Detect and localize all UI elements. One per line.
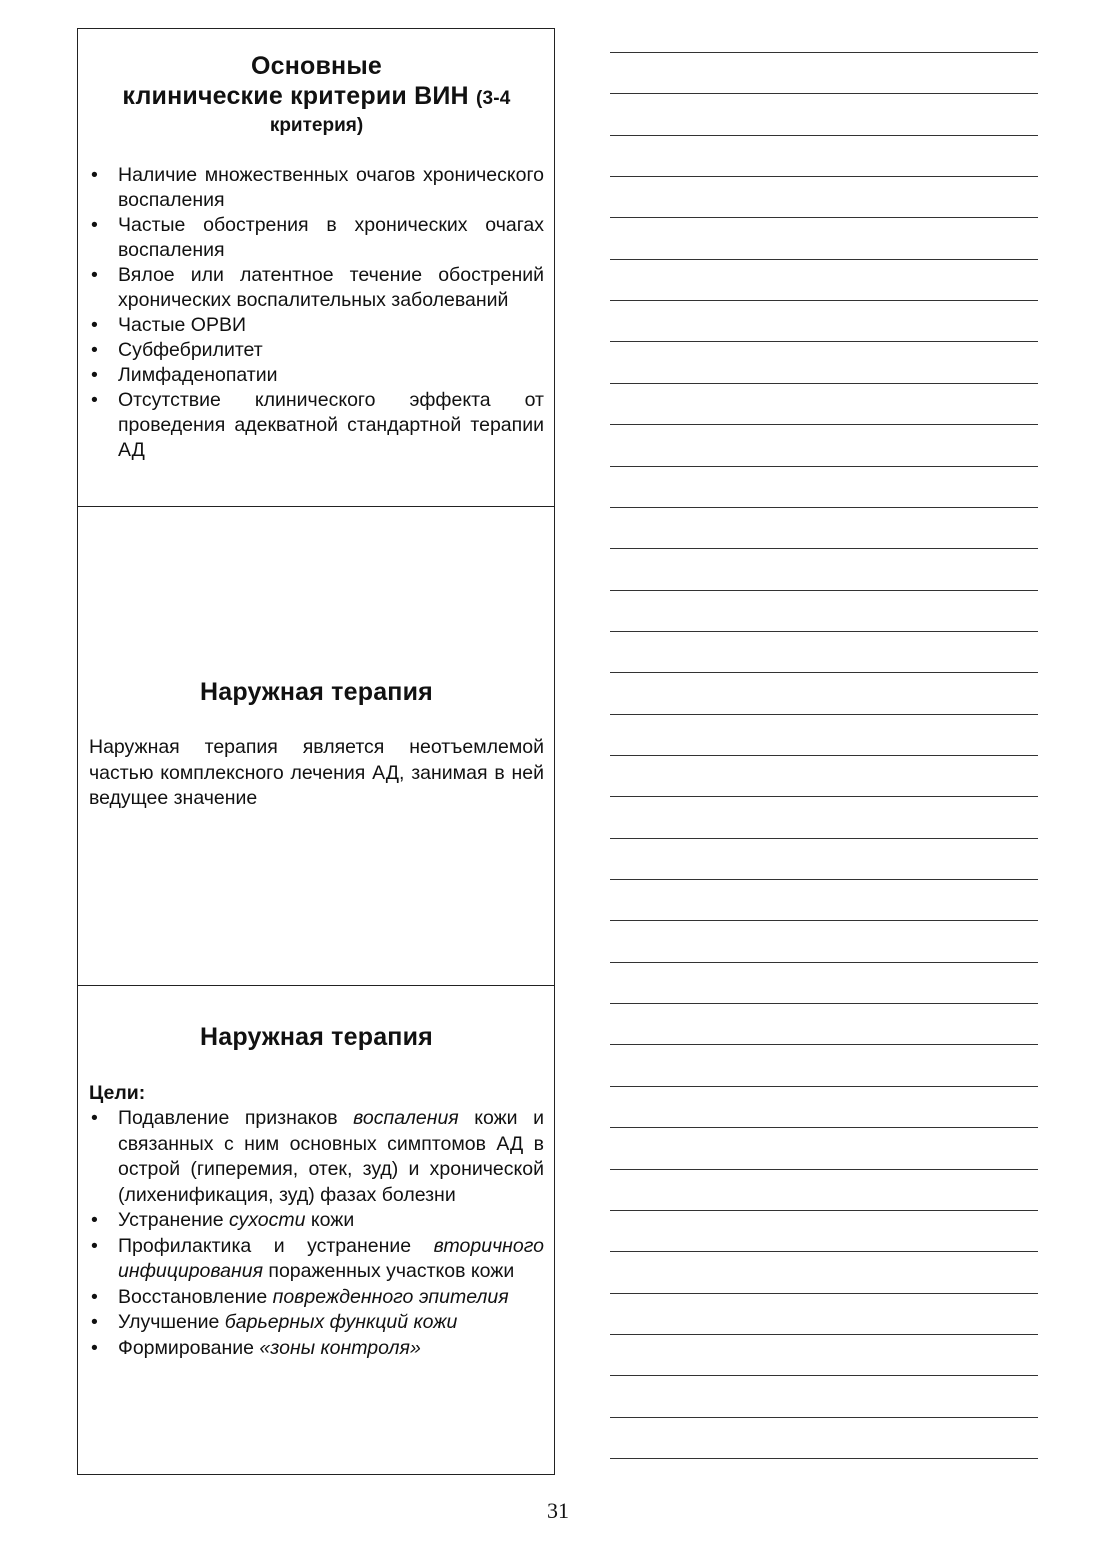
list-item bbox=[89, 1234, 544, 1285]
list-item: • Наличие множественных очагов хронического воспаления bbox=[89, 163, 544, 213]
list-item: • Частые обострения в хронических очагах воспаления bbox=[89, 213, 544, 263]
note-line bbox=[610, 548, 1038, 549]
note-line bbox=[610, 135, 1038, 136]
note-line bbox=[610, 466, 1038, 467]
cards-column bbox=[77, 28, 555, 1475]
note-line bbox=[610, 341, 1038, 342]
goal-emphasis: «зоны контроля» bbox=[259, 1336, 421, 1359]
goal-text: кожи bbox=[305, 1209, 355, 1231]
criteria-title bbox=[89, 51, 544, 114]
note-line bbox=[610, 590, 1038, 591]
criteria-list bbox=[89, 163, 544, 463]
note-line bbox=[610, 300, 1038, 301]
goal-emphasis: сухости bbox=[229, 1209, 306, 1231]
note-line bbox=[610, 920, 1038, 921]
goal-text: Профилактика и устранение bbox=[118, 1234, 434, 1257]
external-therapy-card bbox=[78, 507, 554, 986]
criteria-title-suffix: (3-4 bbox=[475, 88, 511, 109]
note-line bbox=[610, 259, 1038, 260]
goals-list bbox=[89, 1106, 544, 1361]
list-item bbox=[89, 1310, 544, 1336]
list-item bbox=[89, 1208, 544, 1234]
note-line bbox=[610, 672, 1038, 673]
external-therapy-title: Наружная терапия bbox=[200, 678, 433, 706]
note-line bbox=[610, 1334, 1038, 1335]
note-line bbox=[610, 176, 1038, 177]
note-line bbox=[610, 93, 1038, 94]
goal-text: Улучшение bbox=[118, 1311, 225, 1333]
note-line bbox=[610, 796, 1038, 797]
goal-text: кожи и связанных с ним основных симптомов АД в острой (гиперемия, отек, зуд) и хронической (лихенификация, зуд) фазах болезни bbox=[118, 1107, 544, 1206]
note-line bbox=[610, 507, 1038, 508]
page-number: 31 bbox=[547, 1498, 569, 1523]
goal-emphasis: воспаления bbox=[353, 1107, 459, 1129]
criteria-card bbox=[78, 29, 554, 507]
external-therapy-text: Наружная терапия является неотъемлемой частью комплексного лечения АД, занимая в ней ведущее значение bbox=[89, 736, 544, 809]
note-line bbox=[610, 1458, 1038, 1459]
note-line bbox=[610, 631, 1038, 632]
note-line bbox=[610, 755, 1038, 756]
criteria-title-line3: критерия) bbox=[269, 115, 364, 136]
goal-emphasis: вторичного инфицирования bbox=[118, 1234, 544, 1282]
list-item bbox=[89, 1285, 544, 1311]
note-line bbox=[610, 1293, 1038, 1294]
list-item bbox=[89, 1336, 544, 1362]
note-line bbox=[610, 1169, 1038, 1170]
note-line bbox=[610, 1044, 1038, 1045]
note-line bbox=[610, 1375, 1038, 1376]
note-line bbox=[610, 1417, 1038, 1418]
list-item: • Субфебрилитет bbox=[89, 338, 544, 363]
list-item: • Вялое или латентное течение обострений хронических воспалительных заболеваний bbox=[89, 263, 544, 313]
goal-emphasis: барьерных функций кожи bbox=[224, 1311, 458, 1333]
goal-text: Восстановление bbox=[118, 1285, 273, 1308]
external-therapy-goals-card bbox=[78, 986, 554, 1474]
note-line bbox=[610, 52, 1038, 53]
criteria-title-line2: клинические критерии ВИН bbox=[122, 82, 469, 110]
note-line bbox=[610, 714, 1038, 715]
goal-text: Подавление признаков bbox=[118, 1107, 354, 1129]
goal-emphasis: поврежденного эпителия bbox=[272, 1285, 509, 1308]
note-line bbox=[610, 1127, 1038, 1128]
goals-label: Цели: bbox=[89, 1082, 146, 1104]
note-line bbox=[610, 217, 1038, 218]
goal-text: Формирование bbox=[118, 1336, 260, 1359]
note-line bbox=[610, 838, 1038, 839]
criteria-title-line1: Основные bbox=[250, 52, 383, 80]
note-line bbox=[610, 1251, 1038, 1252]
note-line bbox=[610, 879, 1038, 880]
list-item: • Лимфаденопатии bbox=[89, 363, 544, 388]
note-line bbox=[610, 1003, 1038, 1004]
note-line bbox=[610, 962, 1038, 963]
goal-text: Устранение bbox=[118, 1209, 229, 1231]
external-therapy-goals-title: Наружная терапия bbox=[200, 1023, 433, 1051]
goal-text: пораженных участков кожи bbox=[262, 1260, 515, 1282]
list-item bbox=[89, 1106, 544, 1208]
note-line bbox=[610, 1086, 1038, 1087]
list-item: • Частые ОРВИ bbox=[89, 313, 544, 338]
note-line bbox=[610, 383, 1038, 384]
note-line bbox=[610, 424, 1038, 425]
note-line bbox=[610, 1210, 1038, 1211]
list-item: • Отсутствие клинического эффекта от проведения адекватной стандартной терапии АД bbox=[89, 388, 544, 463]
